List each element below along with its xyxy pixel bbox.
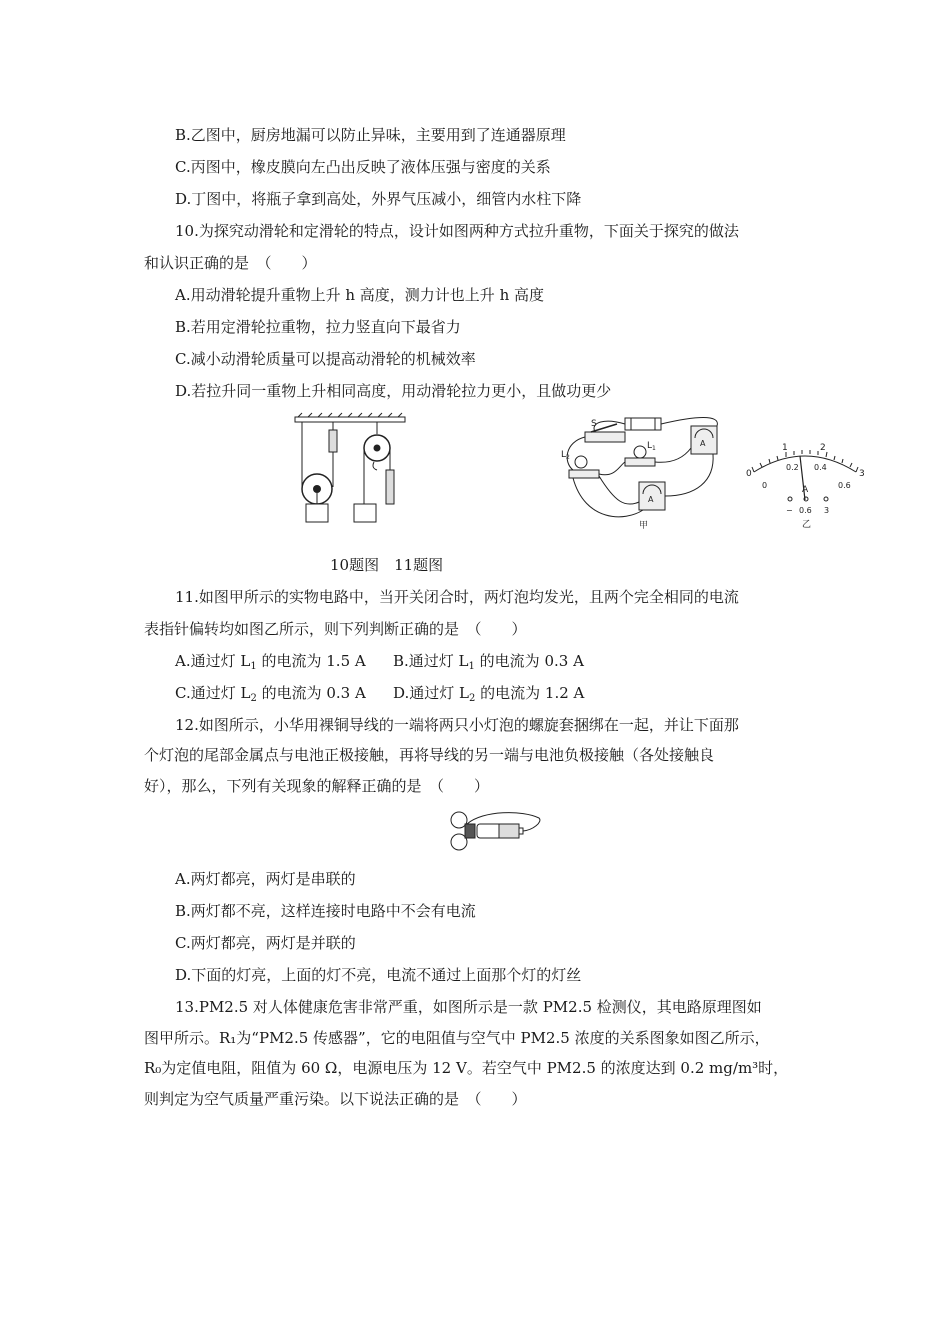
dial-label-yi: 乙 <box>802 520 812 530</box>
dial-top-0: 0 <box>746 469 752 479</box>
q9-option-b: B.乙图中，厨房地漏可以防止异味，主要用到了连通器原理 <box>175 126 566 144</box>
circuit-label-jia: 甲 <box>639 521 649 531</box>
dial-top-3: 3 <box>859 469 865 479</box>
q13-stem-line-4: 则判定为空气质量严重污染。以下说法正确的是 （ ） <box>144 1090 527 1108</box>
q9-option-d: D.丁图中，将瓶子拿到高处，外界气压减小，细管内水柱下降 <box>175 190 582 208</box>
dial-bottom-0-6: 0.6 <box>838 481 851 490</box>
q12-stem-line-1: 12.如图所示，小华用裸铜导线的一端将两只小灯泡的螺旋套捆绑在一起，并让下面那 <box>175 716 739 734</box>
terminal-3: 3 <box>824 506 830 515</box>
q12-option-c: C.两灯都亮，两灯是并联的 <box>175 934 356 952</box>
dial-unit: A <box>802 485 809 495</box>
circuit-figure-jia <box>555 412 735 534</box>
terminal-0-6: 0.6 <box>799 506 812 515</box>
q10-option-b: B.若用定滑轮拉重物，拉力竖直向下最省力 <box>175 318 461 336</box>
dial-bottom-0: 0 <box>762 481 768 490</box>
lamp-l1-label: $L_1$ <box>647 441 656 452</box>
q12-option-b: B.两灯都不亮，这样连接时电路中不会有电流 <box>175 902 476 920</box>
dial-top-2: 2 <box>820 443 826 453</box>
q10-option-a: A.用动滑轮提升重物上升 h 高度，测力计也上升 h 高度 <box>175 286 544 304</box>
ammeter-2-label: A <box>648 495 654 504</box>
q10-stem-line-1: 10.为探究动滑轮和定滑轮的特点，设计如图两种方式拉升重物，下面关于探究的做法 <box>175 222 739 240</box>
q10-stem-line-2: 和认识正确的是 （ ） <box>144 254 317 272</box>
q10-option-c: C.减小动滑轮质量可以提高动滑轮的机械效率 <box>175 350 476 368</box>
q11-option-b: B.通过灯 $L_1$ 的电流为 0.3 A <box>393 652 584 672</box>
q12-stem-line-3: 好），那么，下列有关现象的解释正确的是 （ ） <box>144 777 490 795</box>
q10-option-d: D.若拉升同一重物上升相同高度，用动滑轮拉力更小，且做功更少 <box>175 382 612 400</box>
dial-bottom-0-4: 0.4 <box>814 463 827 472</box>
q13-stem-line-2: 图甲所示。R₁为“PM2.5 传感器”，它的电阻值与空气中 PM2.5 浓度的关系图象如图乙所示， <box>144 1029 770 1047</box>
bulbs-battery-figure <box>443 808 545 854</box>
q13-stem-line-3: R₀为定值电阻，阻值为 60 Ω，电源电压为 12 V。若空气中 PM2.5 的浓度达到 0.2 mg/m³时， <box>144 1059 789 1077</box>
ammeter-1-label: A <box>700 439 706 448</box>
pulley-figure <box>290 412 410 524</box>
figure-caption: 10题图 11题图 <box>330 556 444 574</box>
q12-option-a: A.两灯都亮，两灯是串联的 <box>175 870 356 888</box>
q11-option-d: D.通过灯 $L_2$ 的电流为 1.2 A <box>393 684 585 704</box>
lamp-l2-label: $L_2$ <box>561 450 570 461</box>
dial-top-1: 1 <box>782 443 788 453</box>
terminal-negative: − <box>786 506 793 515</box>
q11-option-a: A.通过灯 $L_1$ 的电流为 1.5 A <box>175 652 366 672</box>
q13-stem-line-1: 13.PM2.5 对人体健康危害非常严重，如图所示是一款 PM2.5 检测仪，其电路原理图如 <box>175 998 762 1016</box>
switch-label: S <box>591 419 597 429</box>
q9-option-c: C.丙图中，橡皮膜向左凸出反映了液体压强与密度的关系 <box>175 158 551 176</box>
q11-stem-line-2: 表指针偏转均如图乙所示，则下列判断正确的是 （ ） <box>144 620 527 638</box>
ammeter-dial-yi <box>742 436 868 530</box>
q11-option-c: C.通过灯 $L_2$ 的电流为 0.3 A <box>175 684 366 704</box>
q12-stem-line-2: 个灯泡的尾部金属点与电池正极接触，再将导线的另一端与电池负极接触（各处接触良 <box>144 746 715 764</box>
q11-stem-line-1: 11.如图甲所示的实物电路中，当开关闭合时，两灯泡均发光，且两个完全相同的电流 <box>175 588 739 606</box>
dial-bottom-0-2: 0.2 <box>786 463 799 472</box>
q12-option-d: D.下面的灯亮，上面的灯不亮，电流不通过上面那个灯的灯丝 <box>175 966 582 984</box>
